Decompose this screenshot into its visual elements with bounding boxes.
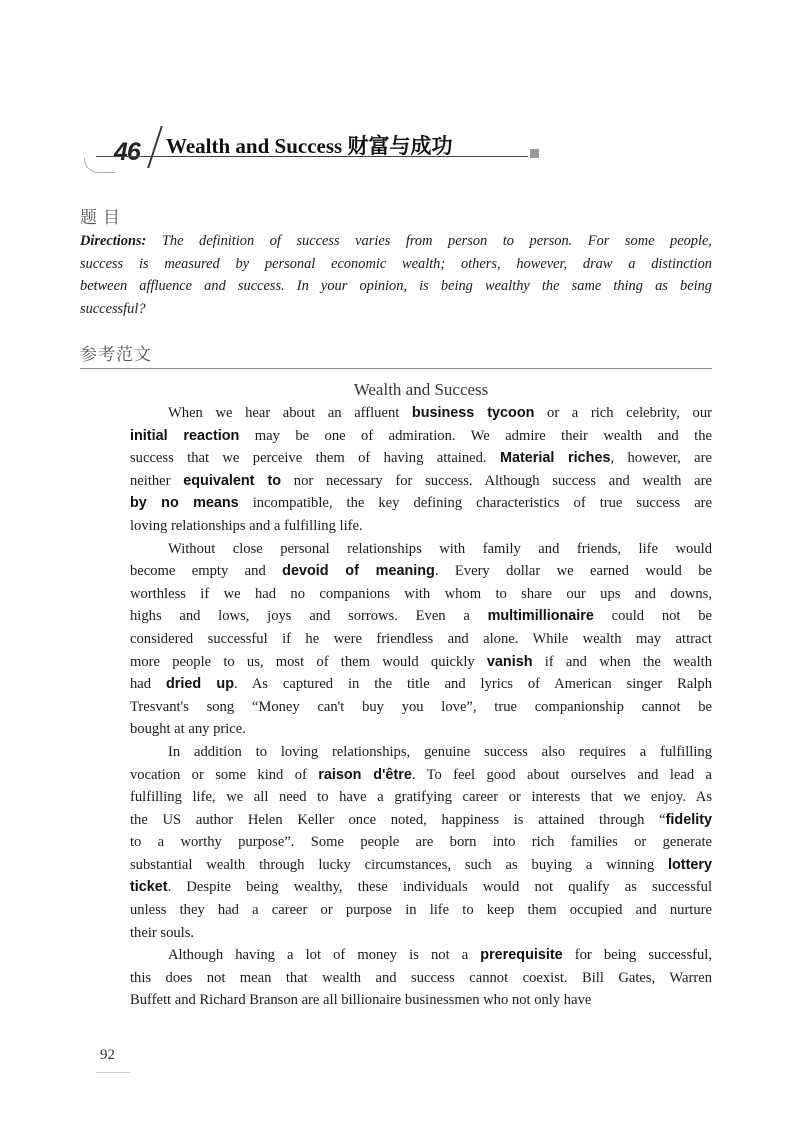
prompt-heading: 题目: [80, 208, 126, 228]
directions-line: success is measured by personal economic wealth; others, however, draw a distinction: [80, 255, 712, 272]
essay-text: When we hear about an affluent: [168, 405, 412, 421]
essay-text: worthless if we had no companions with whom to share our ups and downs,: [130, 585, 712, 602]
essay-line: [130, 673, 712, 696]
key-phrase: Material riches: [499, 450, 611, 467]
key-phrase: multimillionaire: [487, 608, 594, 625]
essay-line: [130, 583, 712, 606]
essay-text: to a worthy purpose”. Some people are born into rich families or generate: [130, 834, 712, 851]
essay-text: may be one of admiration. We admire their wealth and the: [239, 427, 712, 444]
essay-text: Tresvant's song “Money can't buy you love”, true companionship cannot be: [130, 698, 712, 715]
essay-text: substantial wealth through lucky circumstances, such as buying a winning: [130, 856, 669, 873]
essay-line: [130, 718, 712, 741]
essay-text: . Despite being wealthy, these individuals would not qualify as successful: [167, 879, 712, 896]
key-phrase: ticket: [130, 879, 168, 896]
essay-text: highs and lows, joys and sorrows. Even a: [130, 608, 488, 625]
essay-text: . As captured in the title and lyrics of American singer Ralph: [234, 676, 712, 693]
essay-line: [130, 538, 712, 561]
essay-line: [130, 651, 712, 674]
essay-line: [130, 989, 712, 1012]
essay-text: Buffett and Richard Branson are all billionaire businessmen who not only have: [130, 992, 592, 1009]
essay-text: if and when the wealth: [532, 653, 712, 670]
essay-text: Without close personal relationships with family and friends, life would: [168, 540, 712, 557]
chapter-header: [96, 118, 546, 174]
essay-line: [130, 809, 712, 832]
key-phrase: devoid of meaning: [282, 563, 435, 580]
essay-line: [130, 492, 712, 515]
essay-line: [130, 402, 712, 425]
essay-line: [130, 764, 712, 787]
essay-body: [130, 402, 712, 1012]
essay-text: fulfilling life, we all need to have a gratifying career or interests that we enjoy. As: [130, 789, 712, 806]
directions-block: [80, 230, 712, 320]
essay-text: this does not mean that wealth and success cannot coexist. Bill Gates, Warren: [130, 969, 712, 986]
essay-line: [130, 425, 712, 448]
essay-line: [130, 831, 712, 854]
page-number: 92: [100, 1047, 115, 1063]
essay-text: , however, are: [610, 450, 712, 467]
essay-text: unless they had a career or purpose in life to keep them occupied and nurture: [130, 902, 712, 919]
essay-text: In addition to loving relationships, genuine success also requires a fulfilling: [168, 743, 712, 760]
essay-line: [130, 944, 712, 967]
directions-label: Directions:: [80, 233, 147, 249]
essay-text: considered successful if he were friendless and alone. While wealth may attract: [130, 630, 712, 647]
essay-line: [130, 741, 712, 764]
essay-line: [130, 899, 712, 922]
essay-text: nor necessary for success. Although success and wealth are: [281, 472, 712, 489]
key-phrase: dried up: [165, 676, 234, 693]
essay-text: vocation or some kind of: [130, 766, 319, 783]
key-phrase: raison d'être: [318, 766, 412, 783]
essay-text: . To feel good about ourselves and lead a: [411, 766, 713, 783]
essay-text: could not be: [593, 608, 712, 625]
essay-text: bought at any price.: [130, 721, 246, 738]
essay-text: success that we perceive them of having attained.: [130, 450, 500, 467]
directions-line: between affluence and success. In your opinion, is being wealthy the same thing as being: [80, 278, 712, 295]
essay-text: loving relationships and a fulfilling life.: [130, 517, 363, 534]
key-phrase: lottery: [668, 856, 712, 873]
essay-heading: 参考范文: [80, 345, 152, 365]
essay-line: [130, 922, 712, 945]
key-phrase: equivalent to: [183, 472, 282, 489]
essay-text: . Every dollar we earned would be: [434, 563, 712, 580]
essay-line: [130, 628, 712, 651]
essay-text: for being successful,: [562, 947, 712, 964]
chapter-corner-square: [530, 149, 539, 158]
essay-line: [130, 447, 712, 470]
essay-text: neither: [130, 472, 184, 489]
essay-text: incompatible, the key defining characteristics of true success are: [238, 495, 713, 512]
directions-text: The definition of success varies from person to person. For some people,: [161, 233, 712, 249]
essay-line: [130, 515, 712, 538]
essay-line: [130, 967, 712, 990]
essay-text: or a rich celebrity, our: [534, 405, 712, 421]
key-phrase: fidelity: [665, 811, 712, 828]
essay-text: the US author Helen Keller once noted, happiness is attained through “: [130, 811, 666, 828]
decorative-swoosh: [84, 158, 115, 173]
essay-text: become empty and: [130, 563, 283, 580]
key-phrase: vanish: [486, 653, 533, 670]
essay-line: [130, 876, 712, 899]
essay-line: [130, 470, 712, 493]
essay-line: [130, 854, 712, 877]
key-phrase: prerequisite: [480, 947, 563, 964]
essay-line: [130, 605, 712, 628]
key-phrase: business tycoon: [411, 405, 535, 421]
essay-line: [130, 560, 712, 583]
essay-line: [130, 696, 712, 719]
essay-line: [130, 786, 712, 809]
essay-text: their souls.: [130, 924, 195, 941]
chapter-title: Wealth and Success 财富与成功: [166, 134, 453, 158]
directions-line: [80, 230, 712, 253]
chapter-number: 46: [114, 138, 140, 166]
chapter-underline: [96, 156, 528, 157]
essay-text: had: [130, 676, 166, 693]
directions-line: successful?: [80, 300, 146, 317]
key-phrase: initial reaction: [130, 427, 240, 444]
essay-title: Wealth and Success: [353, 380, 489, 399]
key-phrase: by no means: [130, 495, 239, 512]
essay-divider: [80, 368, 712, 369]
page-number-mark: [96, 1072, 130, 1073]
essay-text: Although having a lot of money is not a: [168, 947, 481, 964]
essay-text: more people to us, most of them would quickly: [130, 653, 487, 670]
